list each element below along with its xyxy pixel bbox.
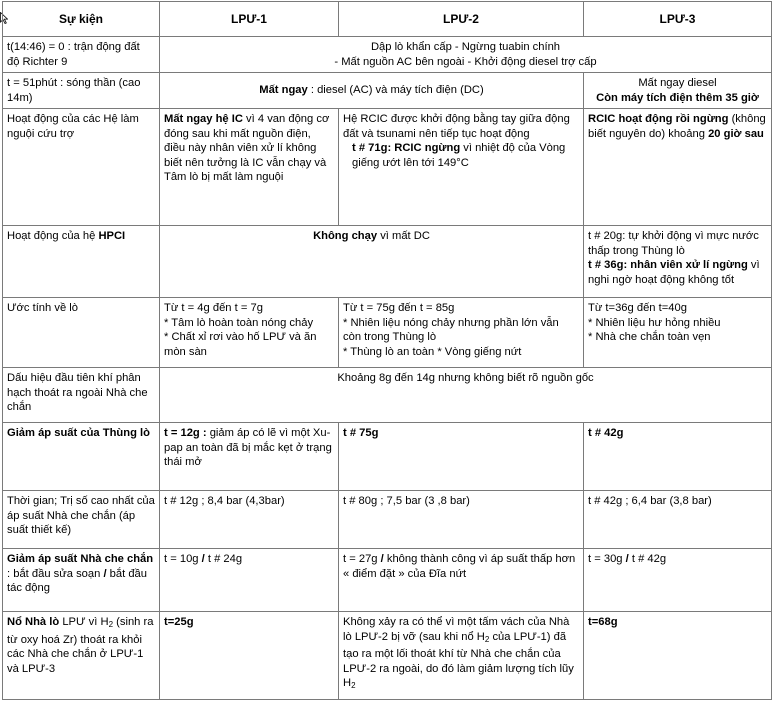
shared-cell (160, 37, 772, 73)
bold-text: / (103, 567, 107, 580)
lpu2-cell (339, 612, 584, 700)
header-row (3, 2, 772, 37)
header-lpu-3: LPƯ-3 (584, 2, 772, 37)
cell-line: Dập lò khẩn cấp - Ngừng tuabin chính (370, 41, 561, 53)
event-cell: Giảm áp suất của Thùng lò (3, 423, 160, 491)
cell-line: - Mất nguồn AC bên ngoài - Khởi động diesel trợ cấp (334, 55, 597, 68)
cell-text: vì nhiệt độ của Vòng giếng ướt lên tới 149°C (352, 142, 566, 169)
subscript: 2 (351, 681, 356, 690)
event-cell: Dấu hiệu đầu tiên khí phân hạch thoát ra ngoài Nhà che chắn (3, 368, 160, 423)
cell-line (588, 258, 767, 287)
bold-text: t # 36g: nhân viên xử lí ngừng (588, 259, 748, 271)
cell-line: * Thùng lò an toàn * Vòng giếng nứt (343, 345, 522, 358)
table-row (3, 423, 772, 491)
cell-text: Không xảy ra có thể vì một tấm vách của Nhà lò LPƯ-2 bị vỡ (sau khi nổ H (343, 616, 570, 643)
header-su-kien: Sự kiện (3, 2, 160, 37)
cell-text: vì nghi ngờ hoạt động không tốt (588, 259, 760, 286)
cell-text: của LPƯ-1) đã tạo ra một lối thoát khí từ Nhà che chắn của LPƯ-2 ra ngoài, do đó làm giảm lượng tích lũy H (343, 630, 574, 689)
table-row (3, 612, 772, 700)
bold-text: t # 71g: RCIC ngừng (352, 142, 461, 154)
cell-text: t # 20g: tự khởi động vì mực nước thấp trong Thùng lò (588, 230, 759, 257)
cell-line: Từ t = 4g đến t = 7g (164, 302, 263, 314)
cell-text: Hoạt động của hệ (7, 230, 99, 242)
lpu3-cell: t # 42g ; 6,4 bar (3,8 bar) (584, 491, 772, 549)
cell-text: t = 10g (164, 553, 202, 565)
cell-text: t = 30g (588, 553, 626, 565)
lpu2-cell: t # 80g ; 7,5 bar (3 ,8 bar) (339, 491, 584, 549)
subscript: 2 (484, 634, 490, 644)
cell-text: không thành công vì áp suất thấp hơn « điểm đặt » của Đĩa nứt (343, 553, 576, 580)
shared-cell (160, 73, 584, 109)
cell-text: t = 27g (343, 553, 381, 565)
table-row (3, 109, 772, 226)
bold-text: t = 12g : (164, 427, 207, 439)
event-cell: Ước tính về lò (3, 298, 160, 368)
table-row (3, 37, 772, 73)
lpu1-cell: t=25g (160, 612, 339, 700)
header-lpu-1: LPƯ-1 (160, 2, 339, 37)
bold-text: 20 giờ sau (708, 127, 764, 140)
shared-cell (160, 226, 584, 298)
lpu1-cell (160, 549, 339, 612)
bold-text: / (201, 553, 205, 565)
shared-cell: Khoảng 8g đến 14g nhưng không biết rõ nguồn gốc (160, 368, 772, 423)
cell-text: (không biết nguyên do) khoảng (588, 113, 766, 140)
cell-text: vì mất DC (377, 230, 430, 242)
header-lpu-2: LPƯ-2 (339, 2, 584, 37)
lpu1-cell (160, 423, 339, 491)
bold-text: HPCI (98, 230, 126, 242)
cell-line: Còn máy tích điện thêm 35 giờ (596, 91, 759, 104)
table-row (3, 549, 772, 612)
cell-text: : diesel (AC) và máy tích điện (DC) (307, 84, 484, 97)
cell-line: * Chất xỉ rơi vào hố LPƯ và ăn mòn sàn (164, 331, 317, 358)
lpu3-cell (584, 549, 772, 612)
cell-line: * Nhiên liệu hư hỏng nhiều (588, 316, 721, 329)
event-cell (3, 612, 160, 700)
cell-line: * Nhiên liệu nóng chảy nhưng phần lớn vẫn còn trong Thùng lò (343, 316, 559, 343)
table-row (3, 298, 772, 368)
lpu2-cell: t # 75g (339, 423, 584, 491)
bold-text: Không chạy (313, 230, 378, 242)
lpu1-cell: t # 12g ; 8,4 bar (4,3bar) (160, 491, 339, 549)
bold-text: Mất ngay (259, 84, 308, 97)
event-cell (3, 226, 160, 298)
cell-line (343, 141, 579, 170)
lpu3-cell: t=68g (584, 612, 772, 700)
event-table (2, 1, 772, 700)
lpu3-cell (584, 298, 772, 368)
cell-text: t # 24g (204, 553, 243, 565)
lpu2-cell (339, 298, 584, 368)
bold-text: Mất ngay hệ IC (164, 113, 243, 125)
event-cell: Thời gian; Trị số cao nhất của áp suất Nhà che chắn (áp suất thiết kế) (3, 491, 160, 549)
cell-line: * Nhà che chắn toàn vẹn (588, 331, 711, 343)
cell-text: LPƯ vì H (59, 616, 109, 628)
subscript: 2 (108, 620, 114, 629)
table-row (3, 491, 772, 549)
event-cell: t = 51phút : sóng thần (cao 14m) (3, 73, 160, 109)
cell-text: bắt đầu tác động (7, 567, 147, 594)
lpu2-cell (339, 109, 584, 226)
cell-line: Từ t=36g đến t=40g (588, 302, 687, 314)
bold-text: / (625, 553, 629, 565)
lpu3-cell (584, 109, 772, 226)
cell-text: giảm áp có lẽ vì một Xu-pap an toàn đã bị mắc kẹt ở trạng thái mở (164, 427, 332, 468)
bold-text: RCIC hoạt động rồi ngừng (588, 113, 729, 125)
bold-text: Nổ Nhà lò (7, 616, 60, 628)
cell-text: vì 4 van động cơ đóng sau khi mất nguồn điện, điều này nhân viên xử lí không biết nên tưởng là IC vẫn chạy và Tâm lò bị mất làm nguội (164, 113, 330, 183)
cell-text: (sinh ra từ oxy hoá Zr) thoát ra khỏi các Nhà che chắn ở LPƯ-1 và LPƯ-3 (7, 616, 154, 675)
cell-text: Hệ RCIC được khởi động bằng tay giữa động đất và tsunami nên tiếp tục hoạt động (343, 113, 570, 140)
lpu1-cell (160, 298, 339, 368)
cell-line: Mất ngay diesel (638, 77, 717, 89)
bold-text: Giảm áp suất Nhà che chắn (7, 553, 154, 565)
cell-text: t # 42g (628, 553, 667, 565)
lpu3-cell: t # 42g (584, 423, 772, 491)
cell-line: * Tâm lò hoàn toàn nóng chảy (164, 316, 314, 329)
cell-line: Từ t = 75g đến t = 85g (343, 302, 455, 314)
bold-text: / (380, 553, 384, 565)
lpu3-cell (584, 226, 772, 298)
lpu3-cell (584, 73, 772, 109)
table-row (3, 226, 772, 298)
event-cell: Hoạt động của các Hệ làm nguội cứu trợ (3, 109, 160, 226)
event-cell: t(14:46) = 0 : trận động đất độ Richter 9 (3, 37, 160, 73)
lpu2-cell (339, 549, 584, 612)
table-row (3, 368, 772, 423)
lpu1-cell (160, 109, 339, 226)
table-row (3, 73, 772, 109)
cell-text: : bắt đầu sửa soạn (7, 567, 104, 580)
event-cell (3, 549, 160, 612)
